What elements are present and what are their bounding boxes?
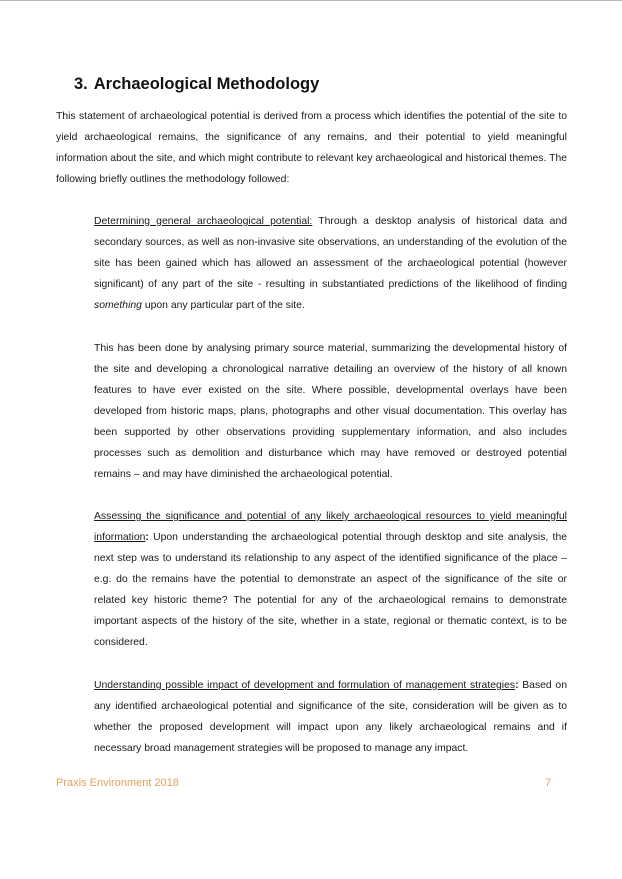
methodology-item-analysis: This has been done by analysing primary source material, summarizing the developmental history of the site and developing a chronological narrative detailing an overview of the history of all known features to have ever existed on the site. Where possible, developmental overlays have been developed from historic maps, plans, photographs and other visual documentation. This overlay has been supported by other observations providing supplementary information, and also includes processes such as demolition and disturbance which may have removed or destroyed potential remains – and may have diminished the archaeological potential.	[94, 343, 567, 480]
methodology-item-significance	[94, 506, 567, 653]
item-colon: :	[145, 532, 149, 543]
section-heading	[74, 75, 319, 94]
item-colon: :	[515, 680, 519, 691]
section-number: 3.	[74, 75, 88, 93]
item-label: Determining general archaeological potential:	[94, 216, 313, 227]
intro-paragraph: This statement of archaeological potential is derived from a process which identifies the potential of the site to yield archaeological remains, the significance of any remains, and their potential to yield meaningful information about the site, and which might contribute to relevant key archaeological and historical themes. The following briefly outlines the methodology followed:	[56, 111, 567, 185]
footer-company: Praxis Environment 2018	[56, 777, 179, 789]
item-text: Upon understanding the archaeological potential through desktop and site analysis, the next step was to understand its relationship to any aspect of the identified significance of the place – e.g. do the remains have the potential to demonstrate an aspect of the significance of the site or related key historic theme? The potential for any of the archaeological remains to demonstrate important aspects of the history of the site, whether in a state, regional or thematic context, is to be considered.	[94, 532, 567, 648]
section-title: Archaeological Methodology	[93, 75, 320, 93]
page-number: 7	[545, 777, 552, 789]
item-label: Assessing the significance and potential of any likely archaeological resources to yield meaningful information	[94, 511, 567, 543]
item-label: Understanding possible impact of development and formulation of management strategies	[94, 680, 516, 691]
methodology-item-potential	[94, 211, 567, 316]
item-text-end: upon any particular part of the site.	[141, 300, 305, 311]
item-text: Based on any identified archaeological potential and significance of the site, consideration will be given as to whether the proposed development will impact upon any likely archaeological remains and if necessary broad management strategies will be proposed to manage any impact.	[94, 680, 567, 754]
item-emphasis: something	[94, 300, 142, 311]
methodology-item-impact	[94, 675, 567, 759]
item-text: Through a desktop analysis of historical data and secondary sources, as well as non-invasive site observations, an understanding of the evolution of the site has been gained which has allowed an assessment of the archaeological potential (however significant) of any part of the site - resulting in substantiated predictions of the likelihood of finding	[94, 216, 567, 290]
